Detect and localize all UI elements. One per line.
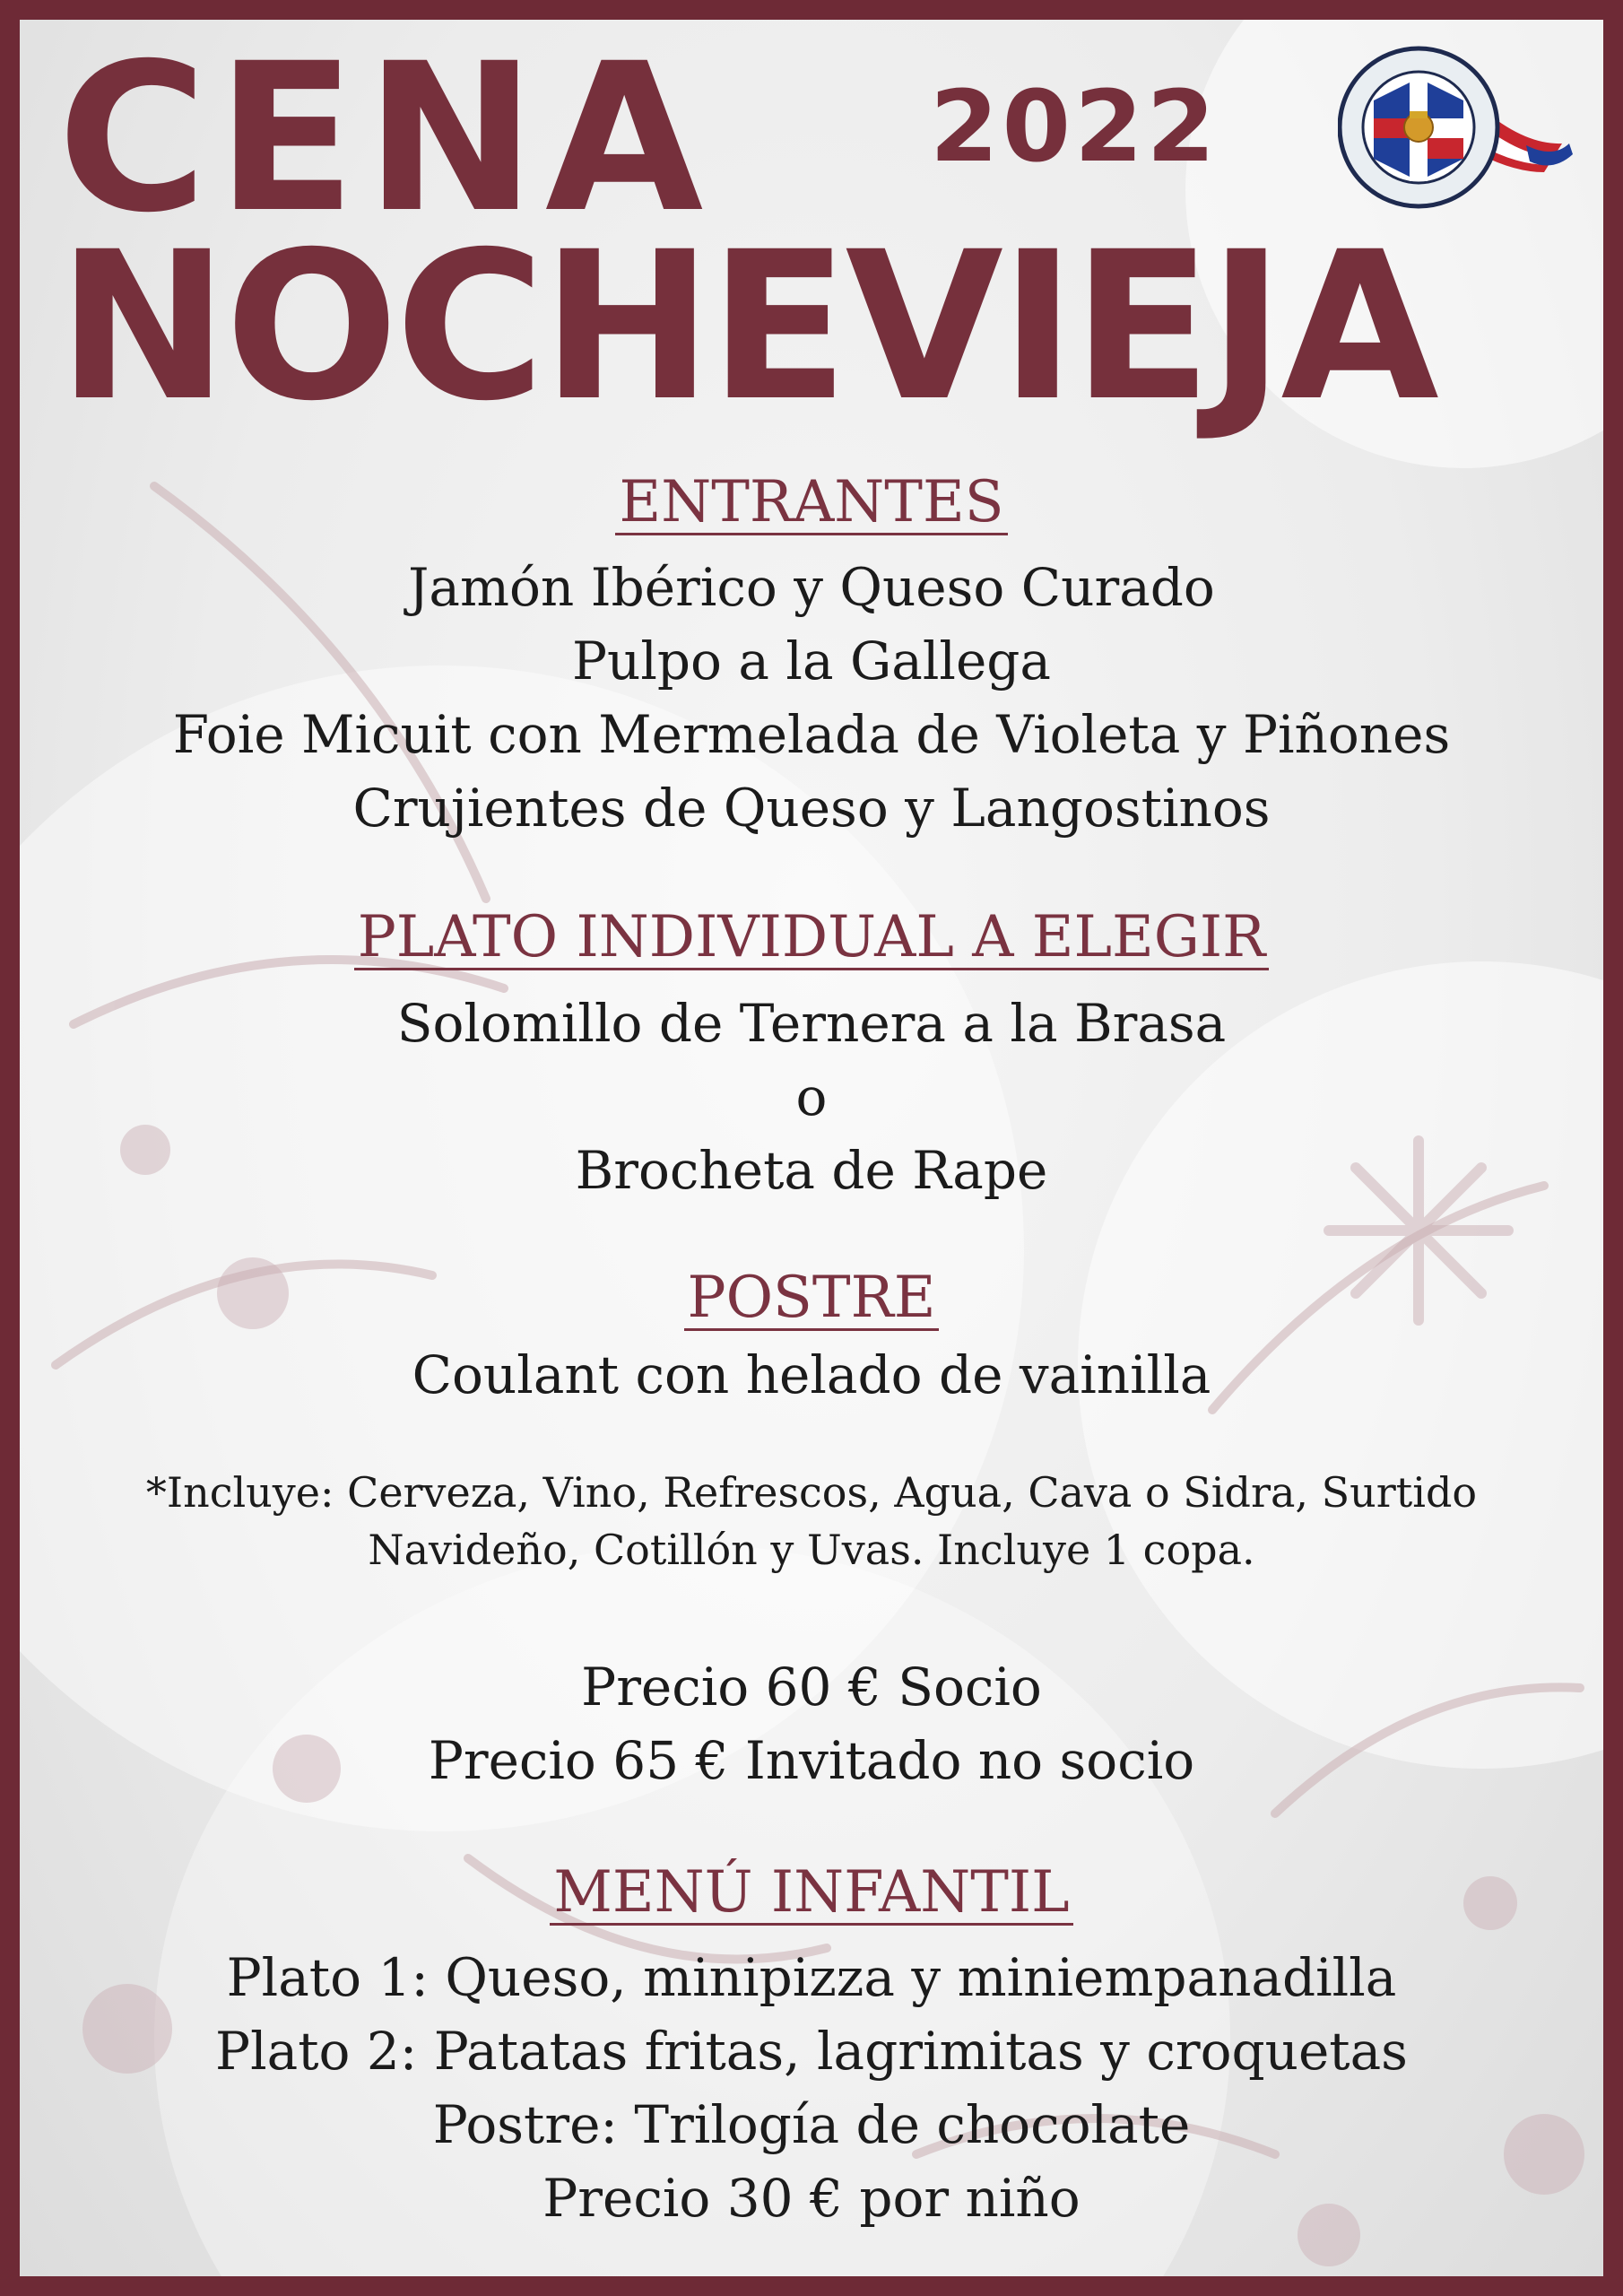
section-entrantes — [20, 469, 1603, 535]
list-item: Postre: Trilogía de chocolate — [432, 2094, 1191, 2155]
heading-plato: PLATO INDIVIDUAL A ELEGIR — [354, 908, 1270, 970]
incluye-line: *Incluye: Cerveza, Vino, Refrescos, Agua, Cava o Sidra, Surtido — [145, 1468, 1478, 1517]
plato-list — [20, 987, 1603, 1207]
price-socio: Precio 60 € Socio — [581, 1657, 1042, 1718]
postre-list — [20, 1338, 1603, 1412]
list-item: Coulant con helado de vainilla — [412, 1344, 1211, 1405]
title-year: 2022 — [930, 69, 1219, 184]
heading-postre: POSTRE — [684, 1268, 940, 1331]
list-item: Jamón Ibérico y Queso Curado — [408, 557, 1215, 618]
section-plato — [20, 904, 1603, 970]
list-item: Foie Micuit con Mermelada de Violeta y Piñones — [172, 704, 1451, 765]
price-invitado: Precio 65 € Invitado no socio — [428, 1730, 1195, 1791]
list-item: Brocheta de Rape — [575, 1140, 1048, 1201]
list-item: Precio 30 € por niño — [542, 2168, 1081, 2229]
section-postre — [20, 1265, 1603, 1331]
club-burgee-logo — [1338, 38, 1580, 217]
list-item: o — [795, 1066, 828, 1127]
incluye-note — [20, 1464, 1603, 1578]
entrantes-list — [20, 551, 1603, 845]
list-item: Solomillo de Ternera a la Brasa — [396, 993, 1227, 1054]
list-item: Crujientes de Queso y Langostinos — [352, 778, 1271, 839]
title-cena: CENA — [57, 20, 713, 257]
heading-entrantes: ENTRANTES — [615, 473, 1007, 535]
infantil-list — [20, 1941, 1603, 2235]
list-item: Pulpo a la Gallega — [571, 631, 1052, 691]
list-item: Plato 1: Queso, minipizza y miniempanadilla — [226, 1947, 1397, 2008]
menu-poster — [20, 20, 1603, 2276]
prices — [20, 1650, 1603, 1797]
title-nochevieja: NOCHEVIEJA — [57, 207, 1436, 446]
incluye-line: Navideño, Cotillón y Uvas. Incluye 1 copa. — [368, 1526, 1255, 1574]
heading-infantil: MENÚ INFANTIL — [550, 1863, 1072, 1926]
section-infantil — [20, 1859, 1603, 1926]
list-item: Plato 2: Patatas fritas, lagrimitas y croquetas — [215, 2021, 1408, 2082]
